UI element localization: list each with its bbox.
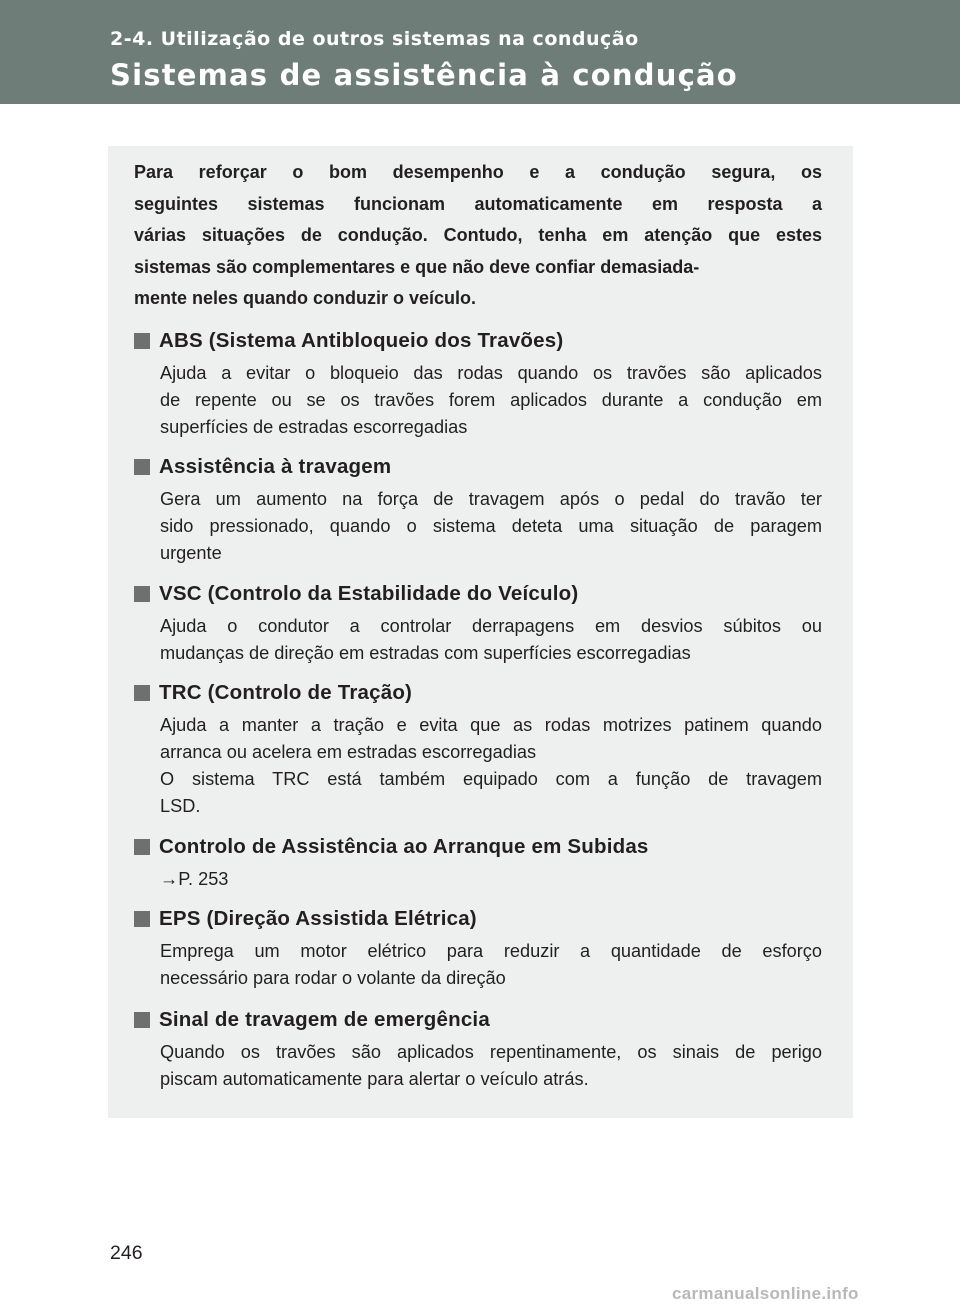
intro-line: sistemas são complementares e que não deve confiar demasiada- <box>134 256 700 277</box>
page-reference-link[interactable]: →P. 253 <box>160 869 229 889</box>
description-line: Gera um aumento na força de travagem após o pedal do travão ter <box>160 489 822 509</box>
system-item-emergency-brake-signal <box>134 1006 822 1093</box>
system-item-eps <box>134 905 822 992</box>
intro-line: mente neles quando conduzir o veículo. <box>134 288 477 308</box>
description-line: sido pressionado, quando o sistema deteta uma situação de paragem <box>160 516 822 536</box>
item-description <box>160 712 822 820</box>
square-bullet-icon <box>134 685 150 701</box>
description-line: piscam automaticamente para alertar o veículo atrás. <box>160 1069 589 1089</box>
square-bullet-icon <box>134 1012 150 1028</box>
description-line: de repente ou se os travões forem aplicados durante a condução em <box>160 390 822 410</box>
square-bullet-icon <box>134 459 150 475</box>
item-description <box>160 938 822 992</box>
system-item-vsc <box>134 580 822 667</box>
description-line: urgente <box>160 543 222 563</box>
description-line: mudanças de direção em estradas com superfícies escorregadias <box>160 643 691 663</box>
description-line: Ajuda a manter a tração e evita que as rodas motrizes patinem quando <box>160 715 822 735</box>
watermark: carmanualsonline.info <box>672 1284 859 1303</box>
description-line: Ajuda a evitar o bloqueio das rodas quando os travões são aplicados <box>160 363 822 383</box>
description-line: arranca ou acelera em estradas escorregadias <box>160 742 537 762</box>
description-line: Quando os travões são aplicados repentinamente, os sinais de perigo <box>160 1042 822 1062</box>
item-title: ABS (Sistema Antibloqueio dos Travões) <box>159 329 564 352</box>
item-description <box>160 486 822 567</box>
system-item-brake-assist <box>134 453 822 567</box>
page-number: 246 <box>110 1242 143 1264</box>
description-line: O sistema TRC está também equipado com a função de travagem <box>160 769 822 789</box>
item-description <box>160 866 822 893</box>
item-title: Controlo de Assistência ao Arranque em Subidas <box>159 835 649 858</box>
square-bullet-icon <box>134 333 150 349</box>
section-heading: 2-4. Utilização de outros sistemas na condução <box>110 28 639 50</box>
intro-line: seguintes sistemas funcionam automaticamente em resposta a <box>134 193 822 214</box>
chapter-header <box>0 0 960 104</box>
page-title: Sistemas de assistência à condução <box>110 58 738 92</box>
description-line: LSD. <box>160 796 201 816</box>
item-description <box>160 613 822 667</box>
item-description <box>160 360 822 441</box>
item-description <box>160 1039 822 1093</box>
square-bullet-icon <box>134 839 150 855</box>
item-title: EPS (Direção Assistida Elétrica) <box>159 907 477 930</box>
system-item-trc <box>134 679 822 820</box>
description-line: Emprega um motor elétrico para reduzir a quantidade de esforço <box>160 941 822 961</box>
description-line: superfícies de estradas escorregadias <box>160 417 468 437</box>
system-item-hill-start-assist <box>134 833 822 893</box>
item-title: Sinal de travagem de emergência <box>159 1008 490 1031</box>
item-title: Assistência à travagem <box>159 455 392 478</box>
item-title: TRC (Controlo de Tração) <box>159 681 413 704</box>
square-bullet-icon <box>134 911 150 927</box>
system-item-abs <box>134 327 822 441</box>
square-bullet-icon <box>134 586 150 602</box>
intro-paragraph <box>134 157 822 315</box>
item-title: VSC (Controlo da Estabilidade do Veículo) <box>159 582 579 605</box>
intro-line: Para reforçar o bom desempenho e a condução segura, os <box>134 162 822 182</box>
description-line: Ajuda o condutor a controlar derrapagens em desvios súbitos ou <box>160 616 822 636</box>
intro-line: várias situações de condução. Contudo, tenha em atenção que estes <box>134 225 822 245</box>
description-line: necessário para rodar o volante da direção <box>160 968 506 988</box>
